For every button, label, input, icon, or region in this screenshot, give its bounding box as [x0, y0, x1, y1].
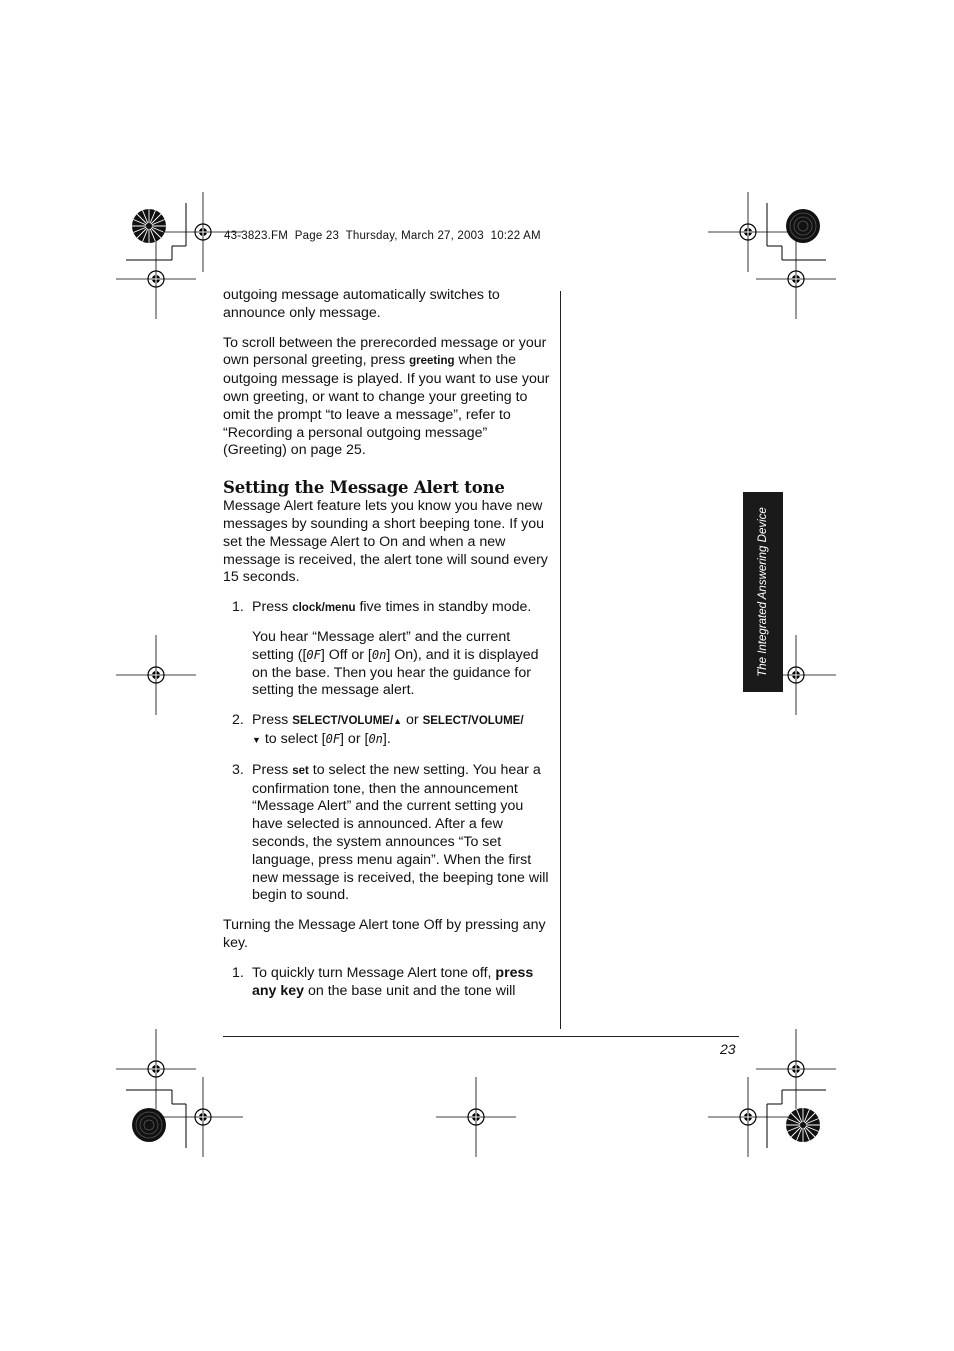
step-text: to select the new setting. You hear a confirmation tone, then the announcement “Message Alert” and the current setting you have selected is announced. After a few seconds, the system announces “To set language, press menu again”. When the first new message is received, the beeping tone will begin to sound.: [252, 761, 549, 904]
page-number: 23: [720, 1041, 736, 1057]
key-label-greeting: greeting: [409, 355, 455, 368]
note-text: You hear “Message alert” and the current setting ([: [252, 628, 511, 663]
step-text: five times in standby mode.: [355, 599, 532, 616]
note-text: ] On), and it is displayed on the base. Then you hear the guidance for setting the message alert.: [252, 646, 539, 699]
section-side-tab-label: The Integrated Answering Device: [757, 507, 769, 677]
list-item-step-1: [223, 599, 553, 618]
lcd-on-indicator: 0n: [368, 731, 383, 746]
step-text: ].: [382, 730, 391, 747]
paragraph-text: To scroll between the prerecorded message or your own personal greeting, press: [223, 334, 547, 369]
lcd-off-indicator: 0F: [325, 731, 341, 746]
arrow-up-icon: ▲: [393, 716, 403, 727]
step-text: or: [402, 712, 423, 729]
lcd-off-indicator: 0F: [306, 647, 321, 662]
key-label-select-volume-down: SELECT/VOLUME/: [422, 715, 524, 728]
step-text: ] or [: [340, 730, 369, 747]
list-item-step-2: [223, 712, 553, 750]
step-text: Press: [252, 599, 293, 616]
step-number: 3.: [232, 761, 244, 778]
step-text: Press: [252, 761, 293, 778]
list-item-turn-off-step-1: [223, 965, 553, 1001]
step-number: 1.: [232, 964, 244, 981]
paragraph-continuation: outgoing message automatically switches to announce only message.: [223, 287, 500, 321]
step-emphasis: press any key: [252, 964, 534, 999]
note-text: ] Off or [: [320, 646, 372, 663]
main-text-column: [223, 287, 553, 1012]
section-side-tab: [743, 492, 783, 692]
step-1-note: [223, 629, 553, 700]
section-heading: Setting the Message Alert tone: [223, 478, 505, 498]
step-text: on the base unit and the tone will: [304, 982, 516, 999]
arrow-down-icon: ▼: [252, 734, 261, 745]
paragraph-message-alert-intro: Message Alert feature lets you know you have new messages by sounding a short beeping tone. If you set the Message Alert to On and when a new message is received, the alert tone will sound every 15 seconds.: [223, 498, 548, 586]
paragraph-text: when the outgoing message is played. If you want to use your own greeting, or want to change your greeting to omit the prompt “to leave a message”, refer to “Recording a personal outgoing message” (Greeting) on page 25.: [223, 352, 550, 459]
column-divider: [560, 291, 561, 1029]
paragraph-turn-off: Turning the Message Alert tone Off by pressing any key.: [223, 917, 546, 951]
key-label-clock-menu: clock/menu: [292, 602, 356, 615]
step-text: Press: [252, 712, 293, 729]
footer-rule: [223, 1036, 739, 1037]
step-text: To quickly turn Message Alert tone off,: [252, 964, 496, 981]
key-label-select-volume-up: SELECT/VOLUME/: [292, 715, 394, 728]
lcd-on-indicator: 0n: [371, 647, 387, 662]
key-label-set: set: [292, 764, 309, 777]
paragraph-scroll-greeting: [223, 335, 553, 461]
step-text: to select [: [260, 730, 326, 747]
list-item-step-3: [223, 762, 553, 905]
step-number: 2.: [232, 712, 244, 729]
print-slug: 43-3823.FM Page 23 Thursday, March 27, 2003 10:22 AM: [224, 230, 541, 242]
step-number: 1.: [232, 599, 244, 616]
